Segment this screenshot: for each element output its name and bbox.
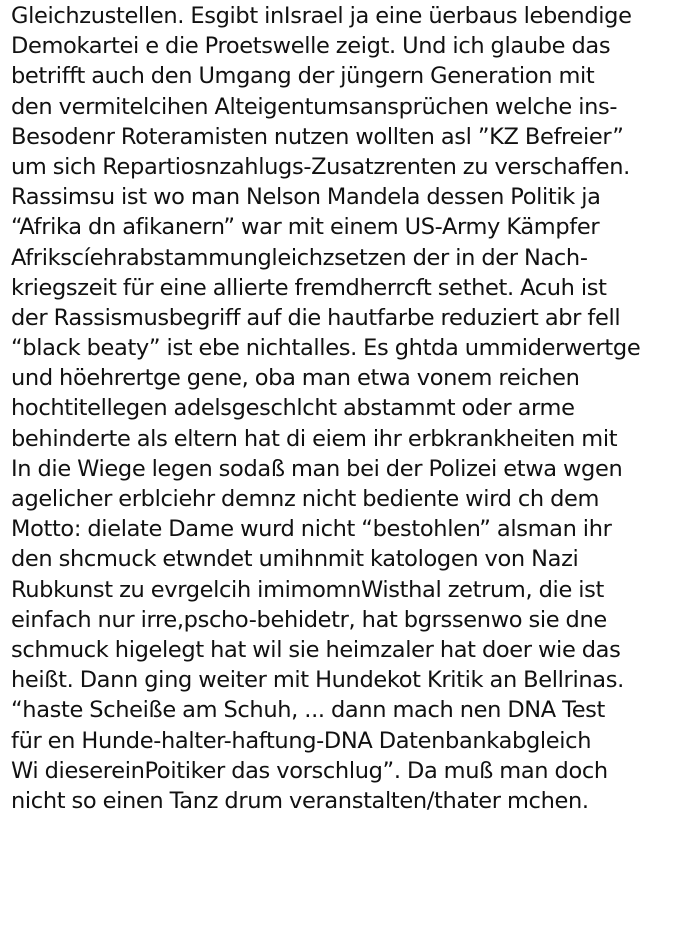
text-line: der Rassismusbegriff auf die hautfarbe reduziert abr fell <box>11 304 621 331</box>
text-line: Gleichzustellen. Esgibt inIsrael ja eine üerbaus lebendige <box>11 3 632 29</box>
text-line: kriegszeit für eine allierte fremdherrcft sethet. Acuh ist <box>11 274 607 301</box>
text-line: agelicher erblciehr demnz nicht bediente wird ch dem <box>11 486 600 512</box>
text-line: betrifft auch den Umgang der jüngern Generation mit <box>11 63 595 90</box>
text-line: “black beaty” ist ebe nichtalles. Es ghtda ummiderwertge <box>11 335 641 362</box>
text-line: “Afrika dn afikanern” war mit einem US-Army Kämpfer <box>11 214 600 241</box>
text-line: “haste Scheiße am Schuh, ... dann mach nen DNA Test <box>11 697 606 724</box>
text-line: um sich Repartiosnzahlugs-Zusatzrenten zu verschaffen. <box>11 153 630 180</box>
text-line: den vermitelcihen Alteigentumsansprüchen welche ins- <box>11 93 618 120</box>
text-line: behinderte als eltern hat di eiem ihr erbkrankheiten mit <box>11 425 618 452</box>
text-line: Besodenr Roteramisten nutzen wollten asl ”KZ Befreier” <box>11 123 624 150</box>
text-line: den shcmuck etwndet umihnmit katologen von Nazi <box>11 546 579 573</box>
text-line: einfach nur irre,pscho-behidetr, hat bgrssenwo sie dne <box>11 606 607 633</box>
text-line: In die Wiege legen sodaß man bei der Polizei etwa wgen <box>11 455 623 482</box>
text-line: nicht so einen Tanz drum veranstalten/thater mchen. <box>11 787 589 814</box>
text-line: und höehrertge gene, oba man etwa vonem reichen <box>11 365 580 392</box>
text-line: für en Hunde-halter-haftung-DNA Datenbankabgleich <box>11 727 592 754</box>
text-line: Afrikscíehrabstammungleichzsetzen der in der Nach- <box>11 244 588 271</box>
text-line: Rubkunst zu evrgelcih imimomnWisthal zetrum, die ist <box>11 576 604 603</box>
text-line: Wi diesereinPoitiker das vorschlug”. Da muß man doch <box>11 757 608 784</box>
text-line: Motto: dielate Dame wurd nicht “bestohlen” alsman ihr <box>11 516 612 543</box>
body-text <box>11 1 678 816</box>
text-line: Rassimsu ist wo man Nelson Mandela dessen Politik ja <box>11 184 601 211</box>
text-line: schmuck higelegt hat wil sie heimzaler hat doer wie das <box>11 636 621 663</box>
text-line: Demokartei e die Proetswelle zeigt. Und ich glaube das <box>11 33 611 60</box>
text-line: hochtitellegen adelsgeschlcht abstammt oder arme <box>11 395 575 422</box>
text-line: heißt. Dann ging weiter mit Hundekot Kritik an Bellrinas. <box>11 667 624 694</box>
